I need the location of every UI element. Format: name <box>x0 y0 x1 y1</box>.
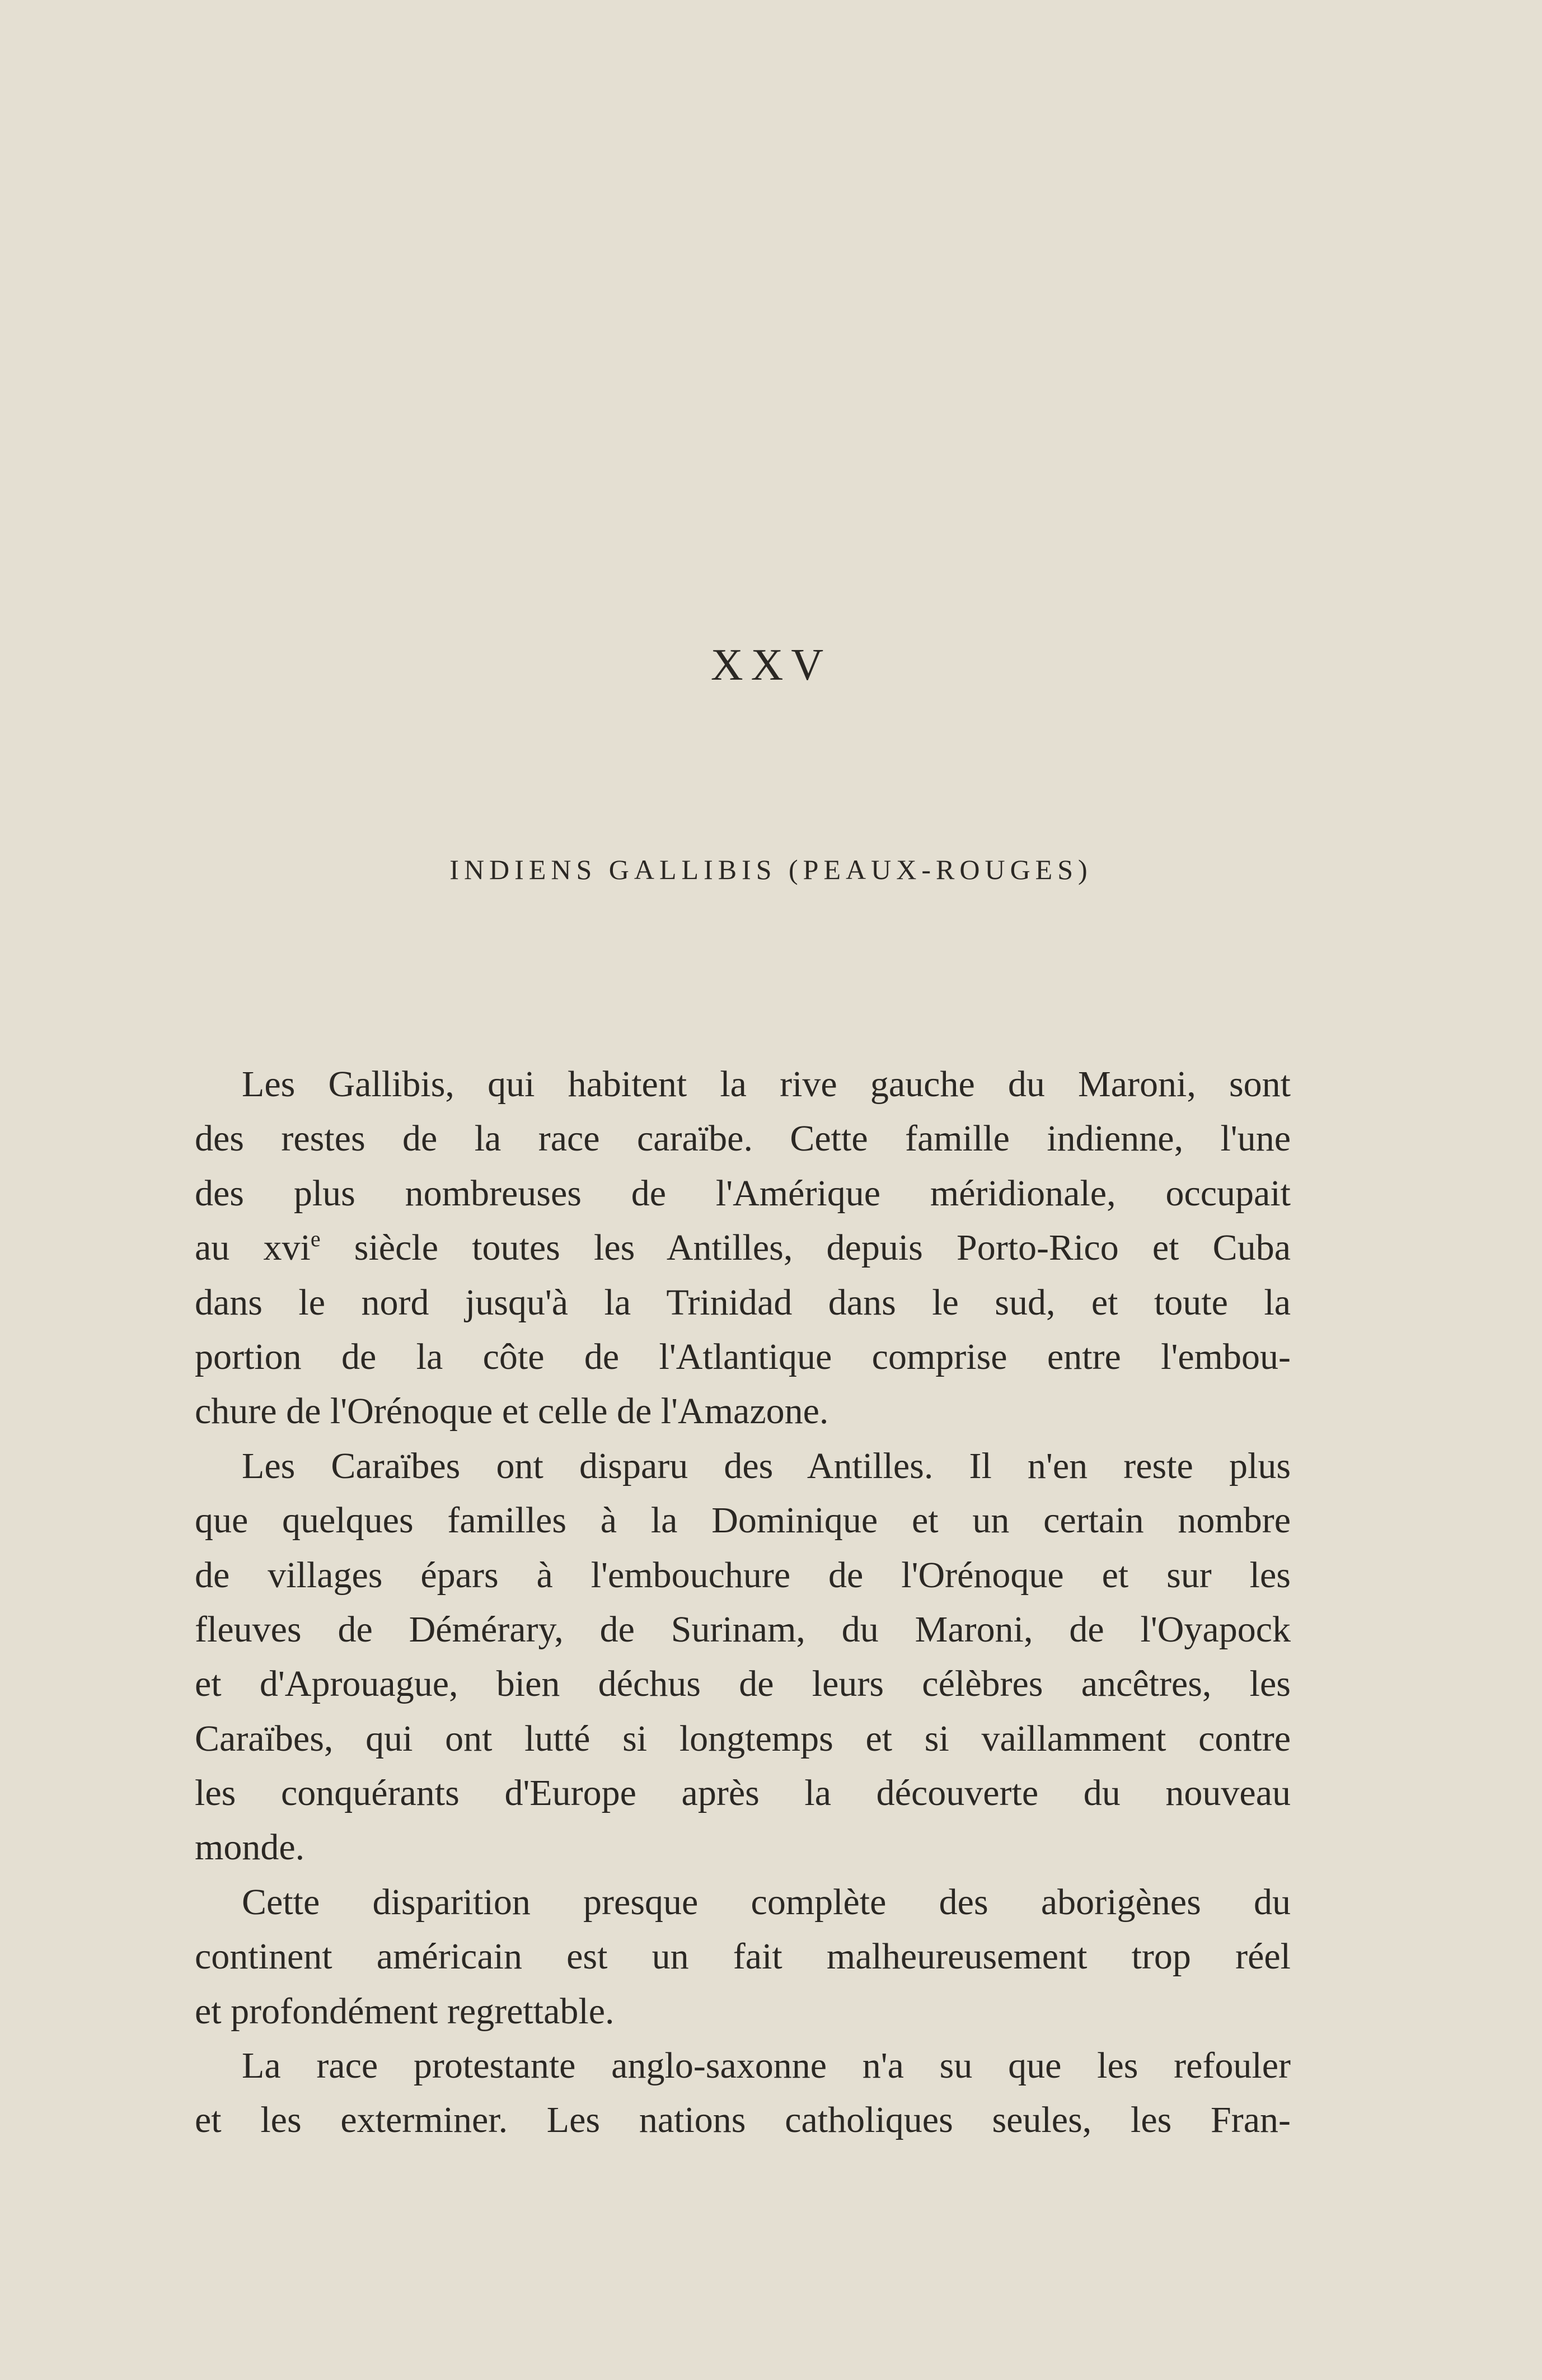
text-line: Les Caraïbes ont disparu des Antilles. Il n'en reste plus <box>242 1445 1291 1486</box>
text-line: fleuves de Démérary, de Surinam, du Maroni, de l'Oyapock <box>195 1609 1291 1650</box>
body-text <box>195 1057 1291 2148</box>
text-line: des restes de la race caraïbe. Cette famille indienne, l'une <box>195 1118 1291 1159</box>
text-line: de villages épars à l'embouchure de l'Orénoque et sur les <box>195 1554 1291 1596</box>
text-line: Les Gallibis, qui habitent la rive gauche du Maroni, sont <box>242 1064 1291 1105</box>
text-line: continent américain est un fait malheureusement trop réel <box>195 1936 1291 1977</box>
superscript: e <box>310 1226 321 1252</box>
text-line: dans le nord jusqu'à la Trinidad dans le sud, et toute la <box>195 1282 1291 1323</box>
text-line: Cette disparition presque complète des aborigènes du <box>242 1881 1291 1923</box>
text-line: portion de la côte de l'Atlantique comprise entre l'embou- <box>195 1336 1291 1377</box>
text-line: et d'Aprouague, bien déchus de leurs célèbres ancêtres, les <box>195 1663 1291 1705</box>
text-line: et les exterminer. Les nations catholiques seules, les Fran- <box>195 2100 1291 2141</box>
chapter-title: INDIENS GALLIBIS (PEAUX-ROUGES) <box>449 854 1093 885</box>
text-fragment: siècle toutes les Antilles, depuis Porto-Rico et Cuba <box>320 1227 1291 1269</box>
text-fragment: au <box>195 1227 264 1269</box>
text-line <box>195 1221 1291 1275</box>
text-line: et profondément regrettable. <box>195 1990 615 2032</box>
text-line: des plus nombreuses de l'Amérique méridionale, occupait <box>195 1172 1291 1214</box>
century-numeral: xvi <box>263 1227 311 1269</box>
text-line: que quelques familles à la Dominique et un certain nombre <box>195 1500 1291 1541</box>
text-line: chure de l'Orénoque et celle de l'Amazone. <box>195 1391 829 1432</box>
chapter-number: XXV <box>710 640 832 690</box>
text-line: Caraïbes, qui ont lutté si longtemps et si vaillamment contre <box>195 1718 1291 1759</box>
text-line: monde. <box>195 1827 305 1868</box>
text-line: La race protestante anglo-saxonne n'a su que les refouler <box>242 2045 1291 2087</box>
text-line: les conquérants d'Europe après la découverte du nouveau <box>195 1773 1291 1814</box>
